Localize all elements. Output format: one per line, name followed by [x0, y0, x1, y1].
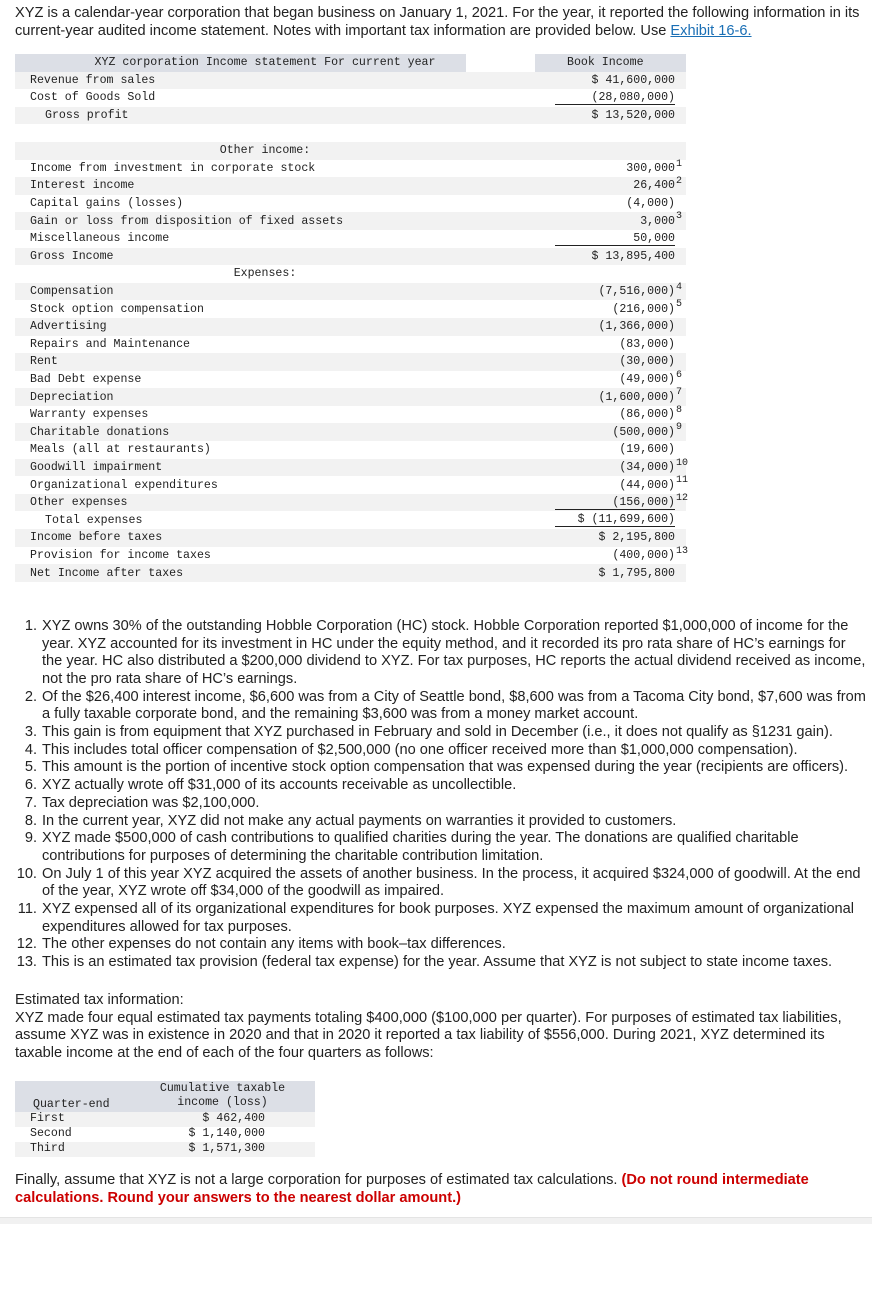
footnote-ref: 1 [676, 158, 683, 170]
row-label: Advertising [30, 320, 107, 334]
income-statement-table [15, 54, 689, 582]
note-item [15, 689, 867, 724]
footnote-ref: 7 [676, 387, 683, 399]
book-income-header: Book Income [567, 56, 644, 70]
table-row [15, 142, 686, 160]
row-label: Expenses: [233, 267, 297, 281]
row-value: 300,000 [626, 161, 675, 175]
note-item [15, 742, 867, 760]
row-value: (49,000) [619, 372, 675, 386]
note-item [15, 830, 867, 865]
table-row [15, 529, 686, 547]
row-label: Capital gains (losses) [30, 197, 184, 211]
note-text: This amount is the portion of incentive stock option compensation that was expensed during the year (recipients are officers). [42, 759, 849, 776]
table-row [15, 89, 686, 107]
table-row [15, 511, 686, 529]
note-text: XYZ owns 30% of the outstanding Hobble Corporation (HC) stock. Hobble Corporation reported $1,000,000 of income for the year. XYZ accounted for its investment in HC under the equity method, and it recorded its pro rata share of HC’s earnings for the year. HC also distributed a $200,000 dividend to XYZ. For tax purposes, HC reports the actual dividend received as income, not the pro rata share of HC’s earnings. [42, 617, 866, 687]
row-label: Rent [30, 355, 58, 369]
table-row [15, 212, 686, 230]
note-number: 7. [24, 794, 37, 811]
row-value: (4,000) [626, 197, 675, 211]
note-text: This includes total officer compensation of $2,500,000 (no one officer received more than $1,000,000 compensation). [42, 741, 798, 758]
note-item [15, 777, 867, 795]
footnote-ref: 9 [676, 422, 683, 434]
estimated-heading: Estimated tax information: [15, 991, 184, 1008]
estimated-tax-info [15, 992, 865, 1063]
row-value: (86,000) [619, 408, 675, 422]
row-label: Other income: [219, 144, 311, 158]
footnote-ref: 10 [676, 457, 689, 469]
table-row [15, 124, 686, 142]
note-number: 12. [16, 936, 37, 953]
row-label: Income from investment in corporate stock [30, 161, 316, 175]
note-number: 10. [16, 865, 37, 882]
row-value: (1,366,000) [598, 320, 675, 334]
intro-text [15, 4, 860, 40]
row-label: Compensation [30, 285, 114, 299]
rounding-instruction: (Do not round intermediate calculations. Round your answers to the nearest dollar amount.) [15, 1171, 809, 1206]
row-value: (28,080,000) [555, 91, 675, 105]
row-value: (400,000) [612, 548, 675, 562]
note-item [15, 866, 867, 901]
table-row [15, 107, 686, 125]
row-value: (1,600,000) [598, 390, 675, 404]
row-label: Revenue from sales [30, 73, 156, 87]
row-value: $ 1,795,800 [598, 566, 675, 580]
table-row [15, 423, 686, 441]
notes-list [15, 618, 867, 972]
table-row [15, 72, 686, 90]
note-text: Tax depreciation was $2,100,000. [42, 794, 260, 811]
note-number: 9. [24, 830, 37, 847]
footnote-ref: 2 [676, 176, 683, 188]
row-label: Meals (all at restaurants) [30, 443, 211, 457]
row-value: $ 41,600,000 [591, 73, 675, 87]
note-text: This is an estimated tax provision (federal tax expense) for the year. Assume that XYZ is not subject to state income taxes. [42, 954, 833, 971]
table-row [15, 248, 686, 266]
row-value: (34,000) [619, 460, 675, 474]
row-value: 26,400 [633, 179, 675, 193]
row-value: 50,000 [555, 232, 675, 246]
note-item [15, 724, 867, 742]
table-row [15, 283, 686, 301]
note-number: 1. [24, 617, 37, 634]
note-text: Of the $26,400 interest income, $6,600 was from a City of Seattle bond, $8,600 was from a Tacoma City bond, $7,600 was from a fully taxable corporate bond, and the remaining $3,600 was from a money market account. [42, 688, 866, 723]
note-item [15, 936, 867, 954]
table-row [15, 336, 686, 354]
footnote-ref: 12 [676, 492, 689, 504]
note-number: 4. [24, 741, 37, 758]
footnote-ref: 3 [676, 211, 683, 223]
quarter-value: $ 462,400 [202, 1111, 265, 1125]
footnote-ref: 13 [676, 545, 689, 557]
row-value: $ 2,195,800 [598, 531, 675, 545]
note-number: 11. [17, 901, 37, 918]
row-label: Warranty expenses [30, 408, 149, 422]
cumulative-income-header: Cumulative taxable income (loss) [159, 1081, 286, 1110]
note-item [15, 795, 867, 813]
table-row [15, 564, 686, 582]
table-row [15, 195, 686, 213]
row-label: Provision for income taxes [30, 548, 211, 562]
row-label: Repairs and Maintenance [30, 337, 191, 351]
quarter-row [15, 1142, 315, 1157]
row-label: Bad Debt expense [30, 372, 142, 386]
note-number: 6. [24, 777, 37, 794]
quarter-value: $ 1,140,000 [188, 1126, 265, 1140]
note-text: XYZ expensed all of its organizational expenditures for book purposes. XYZ expensed the maximum amount of organizational expenditures allowed for tax purposes. [42, 901, 855, 935]
estimated-text: XYZ made four equal estimated tax payments totaling $400,000 ($100,000 per quarter). For purposes of estimated tax liabilities, assume XYZ was in existence in 2020 and that in 2020 it reported a tax liability of $556,000. During 2021, XYZ determined its taxable income at the end of each of the four quarters as follows: [15, 1009, 842, 1061]
row-label: Depreciation [30, 390, 114, 404]
quarter-label: Second [30, 1126, 72, 1140]
table-row [15, 441, 686, 459]
row-value: (44,000) [619, 478, 675, 492]
row-value: $ (11,699,600) [555, 513, 675, 527]
row-label: Organizational expenditures [30, 478, 218, 492]
row-label: Income before taxes [30, 531, 163, 545]
note-item [15, 954, 867, 972]
row-label: Interest income [30, 179, 135, 193]
note-item [15, 618, 867, 689]
statement-title: XYZ corporation Income statement For current year [94, 56, 436, 70]
footnote-ref: 8 [676, 404, 683, 416]
footnote-ref: 6 [676, 369, 683, 381]
row-label: Goodwill impairment [30, 460, 163, 474]
quarter-row [15, 1112, 315, 1127]
footnote-ref: 4 [676, 281, 683, 293]
note-text: In the current year, XYZ did not make any actual payments on warranties it provided to customers. [42, 812, 677, 829]
row-value: 3,000 [640, 214, 675, 228]
note-text: XYZ actually wrote off $31,000 of its accounts receivable as uncollectible. [42, 777, 517, 794]
intro-body: XYZ is a calendar-year corporation that began business on January 1, 2021. For the year, it reported the following information in its current-year audited income statement. Notes with important tax information are provided below. Use [15, 5, 860, 39]
row-label: Gain or loss from disposition of fixed assets [30, 214, 344, 228]
note-text: This gain is from equipment that XYZ purchased in February and sold in December (i.e., it does not qualify as §1231 gain). [42, 724, 833, 741]
table-row [15, 492, 689, 512]
row-label: Miscellaneous income [30, 232, 170, 246]
quarter-label: First [30, 1111, 65, 1125]
footnote-ref: 11 [676, 475, 689, 487]
row-label: Total expenses [45, 513, 143, 527]
note-item [15, 901, 867, 936]
table-row [15, 318, 686, 336]
table-row [15, 545, 689, 565]
note-number: 3. [24, 724, 37, 741]
quarter-end-header: Quarter-end [33, 1097, 110, 1111]
table-row [15, 300, 686, 318]
quarter-value: $ 1,571,300 [188, 1141, 265, 1155]
row-value: (83,000) [619, 337, 675, 351]
row-label: Net Income after taxes [30, 566, 184, 580]
footnote-ref: 5 [676, 299, 683, 311]
row-label: Gross Income [30, 249, 114, 263]
note-number: 2. [24, 688, 37, 705]
row-value: (7,516,000) [598, 285, 675, 299]
note-text: On July 1 of this year XYZ acquired the assets of another business. In the process, it acquired $324,000 of goodwill. At the end of the year, XYZ wrote off $34,000 of the goodwill as impaired. [42, 865, 861, 900]
table-header [15, 54, 686, 72]
row-label: Other expenses [30, 496, 128, 510]
row-label: Charitable donations [30, 425, 170, 439]
row-value: $ 13,520,000 [591, 109, 675, 123]
table-row [15, 371, 686, 389]
row-value: (30,000) [619, 355, 675, 369]
table-row [15, 475, 689, 494]
note-item [15, 759, 867, 777]
final-instructions [15, 1171, 870, 1217]
row-label: Stock option compensation [30, 302, 204, 316]
row-value: (500,000) [612, 425, 675, 439]
final-text: Finally, assume that XYZ is not a large corporation for purposes of estimated tax calculations. [15, 1171, 622, 1188]
table-row [15, 230, 686, 248]
note-number: 5. [24, 759, 37, 776]
bottom-divider [0, 1217, 872, 1224]
note-number: 13. [16, 954, 37, 971]
table-row [15, 457, 689, 477]
quarter-row [15, 1127, 315, 1142]
table-row [15, 177, 686, 195]
table-row [15, 388, 686, 406]
row-value: (19,600) [619, 443, 675, 457]
note-text: XYZ made $500,000 of cash contributions to qualified charities during the year. The donations are qualified charitable contributions for purposes of determining the charitable contribution limitation. [42, 830, 799, 864]
table-row [15, 160, 686, 178]
note-item [15, 813, 867, 831]
quarter-table-header [15, 1081, 315, 1112]
quarter-label: Third [30, 1141, 65, 1155]
row-label: Cost of Goods Sold [30, 91, 156, 105]
row-value: (156,000) [555, 496, 675, 510]
table-row [15, 353, 686, 371]
table-row [15, 406, 686, 424]
row-value: (216,000) [612, 302, 675, 316]
row-label: Gross profit [45, 109, 129, 123]
exhibit-link[interactable]: Exhibit 16-6. [670, 23, 752, 39]
table-row [15, 265, 686, 283]
row-value: $ 13,895,400 [591, 249, 675, 263]
quarter-table [15, 1081, 315, 1157]
note-number: 8. [24, 812, 37, 829]
note-text: The other expenses do not contain any items with book–tax differences. [42, 936, 506, 953]
